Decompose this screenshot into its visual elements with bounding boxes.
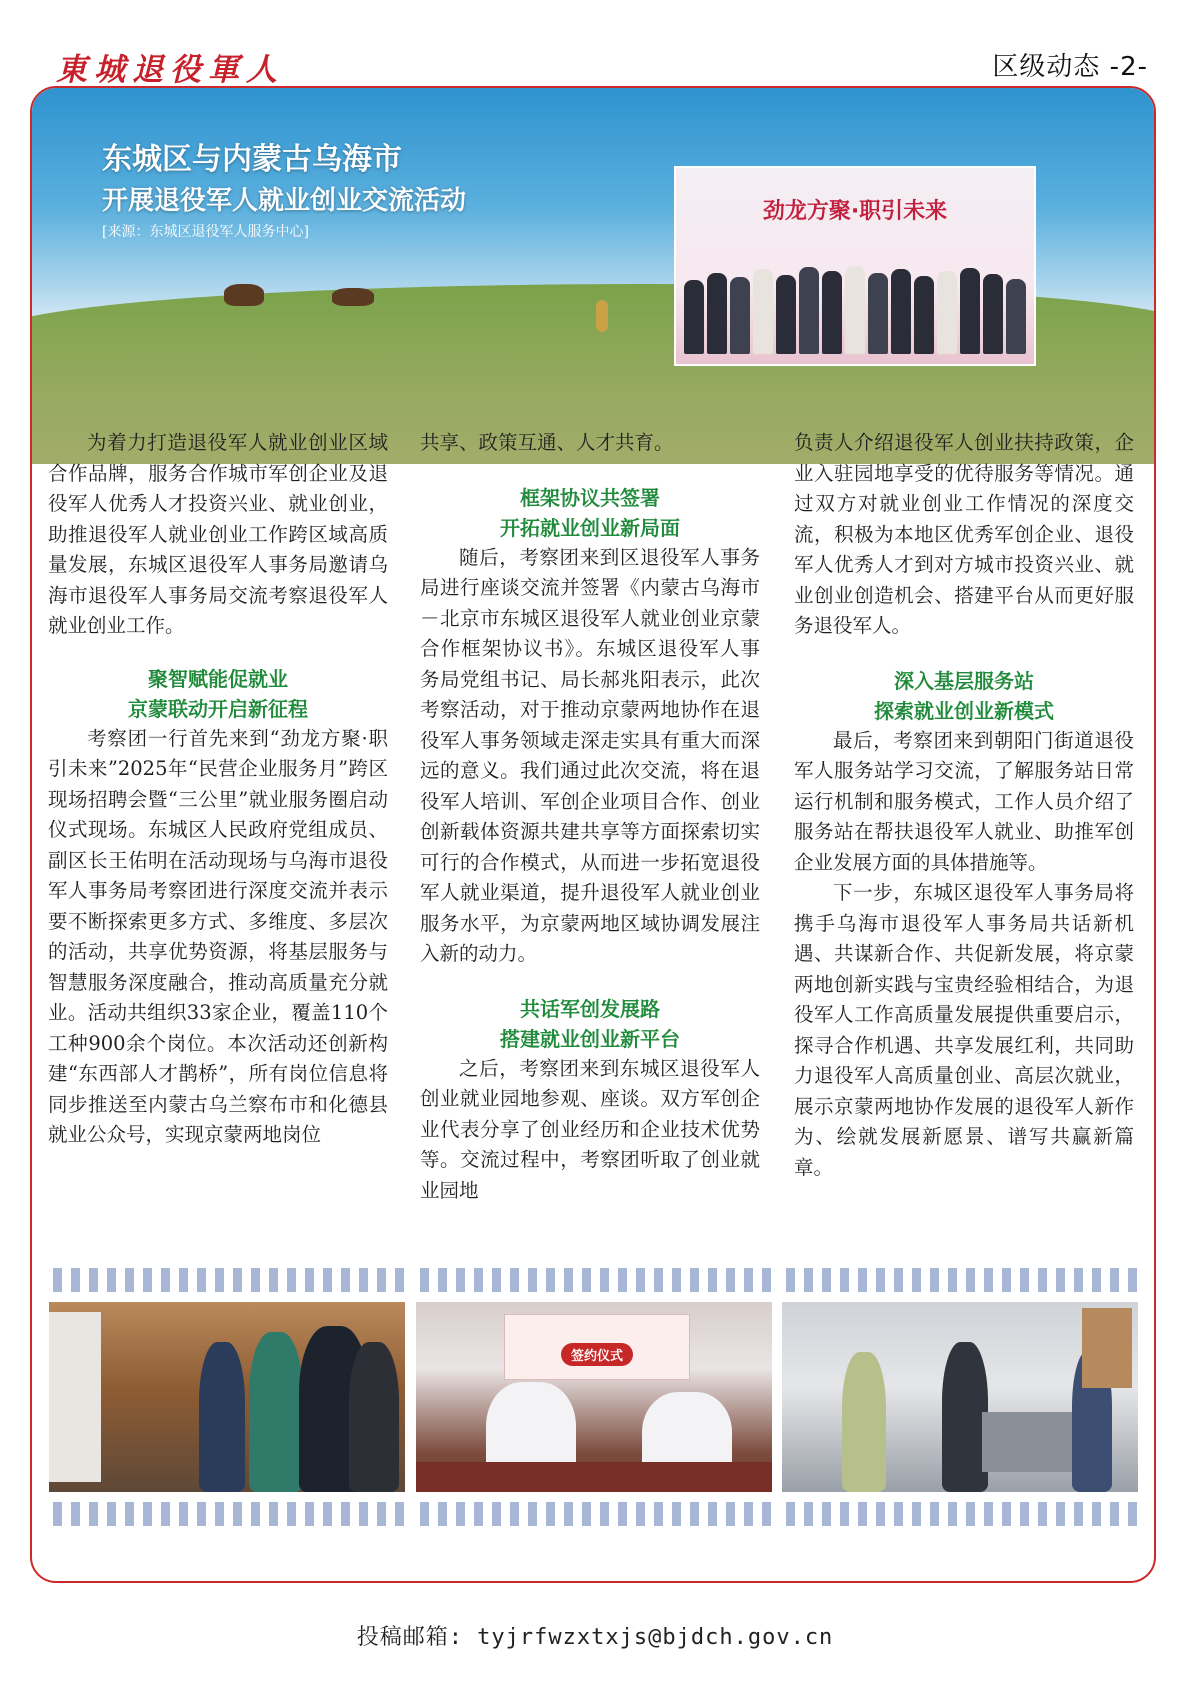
section-heading: 聚智赋能促就业 [148, 666, 288, 691]
photo-filmstrip-3 [782, 1266, 1138, 1528]
paragraph: 为着力打造退役军人就业创业区域合作品牌，服务合作城市军创企业及退役军人优秀人才投资兴业、就业创业，助推退役军人就业创业工作跨区域高质量发展，东城区退役军人事务局邀请乌海市退役军人事务局交流考察退役军人就业创业工作。 [48, 431, 388, 637]
section-heading: 开拓就业创业新局面 [500, 515, 680, 540]
signing-label: 签约仪式 [561, 1343, 633, 1366]
photo-visit-exhibition [49, 1302, 405, 1492]
film-perforation [782, 1268, 1138, 1292]
submission-email: 投稿邮箱: tyjrfwzxtxjs@bjdch.gov.cn [356, 1625, 834, 1650]
event-photo [674, 166, 1036, 366]
article-source: [来源：东城区退役军人服务中心] [102, 224, 309, 240]
article-column-2 [420, 428, 760, 1206]
group-of-people [684, 262, 1026, 354]
photo-filmstrip-2 [416, 1266, 772, 1528]
paragraph: 随后，考察团来到区退役军人事务局进行座谈交流并签署《内蒙古乌海市－北京市东城区退役军人就业创业京蒙合作框架协议书》。东城区退役军人事务局党组书记、局长郝兆阳表示，此次考察活动，对于推动京蒙两地协作在退役军人事务领域走深走实具有重大而深远的意义。我们通过此次交流，将在退役军人培训、军创企业项目合作、创业创新载体资源共建共享等方面探索切实可行的合作模式，从而进一步拓宽退役军人就业渠道，提升退役军人就业创业服务水平，为京蒙两地区域协调发展注入新的动力。 [420, 545, 760, 965]
section-heading: 搭建就业创业新平台 [500, 1026, 680, 1051]
horse-figure [332, 288, 374, 306]
film-perforation [416, 1268, 772, 1292]
article-column-1 [48, 428, 388, 1151]
section-page-label: 区级动态 -2- [992, 52, 1148, 82]
section-heading: 探索就业创业新模式 [874, 698, 1054, 723]
article-subtitle: 开展退役军人就业创业交流活动 [102, 186, 467, 216]
section-heading: 深入基层服务站 [894, 668, 1034, 693]
photo-filmstrip-1 [49, 1266, 405, 1528]
article-column-3 [794, 428, 1134, 1183]
paragraph: 最后，考察团来到朝阳门街道退役军人服务站学习交流，了解服务站日常运行机制和服务模式，工作人员介绍了服务站在帮扶退役军人就业、助推军创企业发展方面的具体措施等。 [794, 728, 1134, 874]
photo-signing-ceremony [416, 1302, 772, 1492]
article-title: 东城区与内蒙古乌海市 [102, 142, 402, 177]
paragraph: 下一步，东城区退役军人事务局将携手乌海市退役军人事务局共话新机遇、共谋新合作、共促新发展，将京蒙两地创新实践与宝贵经验相结合，为退役军人工作高质量发展提供重要启示，探寻合作机遇、共享发展红利，共同助力退役军人高质量创业、高层次就业，展示京蒙两地协作发展的退役军人新作为、绘就发展新愿景、谱写共赢新篇章。 [794, 881, 1134, 1179]
section-heading: 京蒙联动开启新征程 [128, 696, 308, 721]
paragraph: 考察团一行首先来到“劲龙方聚·职引未来”2025年“民营企业服务月”跨区现场招聘会暨“三公里”就业服务圈启动仪式现场。东城区人民政府党组成员、副区长王佑明在活动现场与乌海市退役军人事务局考察团进行深度交流并表示要不断探索更多方式、多维度、多层次的活动，共享优势资源，将基层服务与智慧服务深度融合，推动高质量充分就业。活动共组织33家企业，覆盖110个工种900余个岗位。本次活动还创新构建“东西部人才鹊桥”，所有岗位信息将同步推送至内蒙古乌兰察布市和化德县就业公众号，实现京蒙两地岗位 [48, 726, 388, 1146]
film-perforation [782, 1502, 1138, 1526]
horse-figure [224, 284, 264, 306]
paragraph: 负责人介绍退役军人创业扶持政策，企业入驻园地享受的优待服务等情况。通过双方对就业创业工作情况的深度交流，积极为本地区优秀军创企业、退役军人优秀人才到对方城市投资兴业、就业创业创造机会、搭建平台从而更好服务退役军人。 [794, 431, 1134, 637]
photo-service-station [782, 1302, 1138, 1492]
film-perforation [416, 1502, 772, 1526]
section-heading: 共话军创发展路 [520, 996, 660, 1021]
paragraph: 之后，考察团来到东城区退役军人创业就业园地参观、座谈。双方军创企业代表分享了创业经历和企业技术优势等。交流过程中，考察团听取了创业就业园地 [420, 1056, 760, 1202]
film-perforation [49, 1268, 405, 1292]
signing-backdrop [504, 1314, 690, 1380]
film-perforation [49, 1502, 405, 1526]
paragraph: 共享、政策互通、人才共育。 [420, 431, 674, 454]
hiker-figure [596, 300, 608, 332]
event-slogan: 劲龙方聚·职引未来 [762, 199, 948, 224]
masthead-logo: 東城退役軍人 [56, 52, 284, 88]
section-heading: 框架协议共签署 [520, 485, 660, 510]
banner [32, 88, 1154, 404]
